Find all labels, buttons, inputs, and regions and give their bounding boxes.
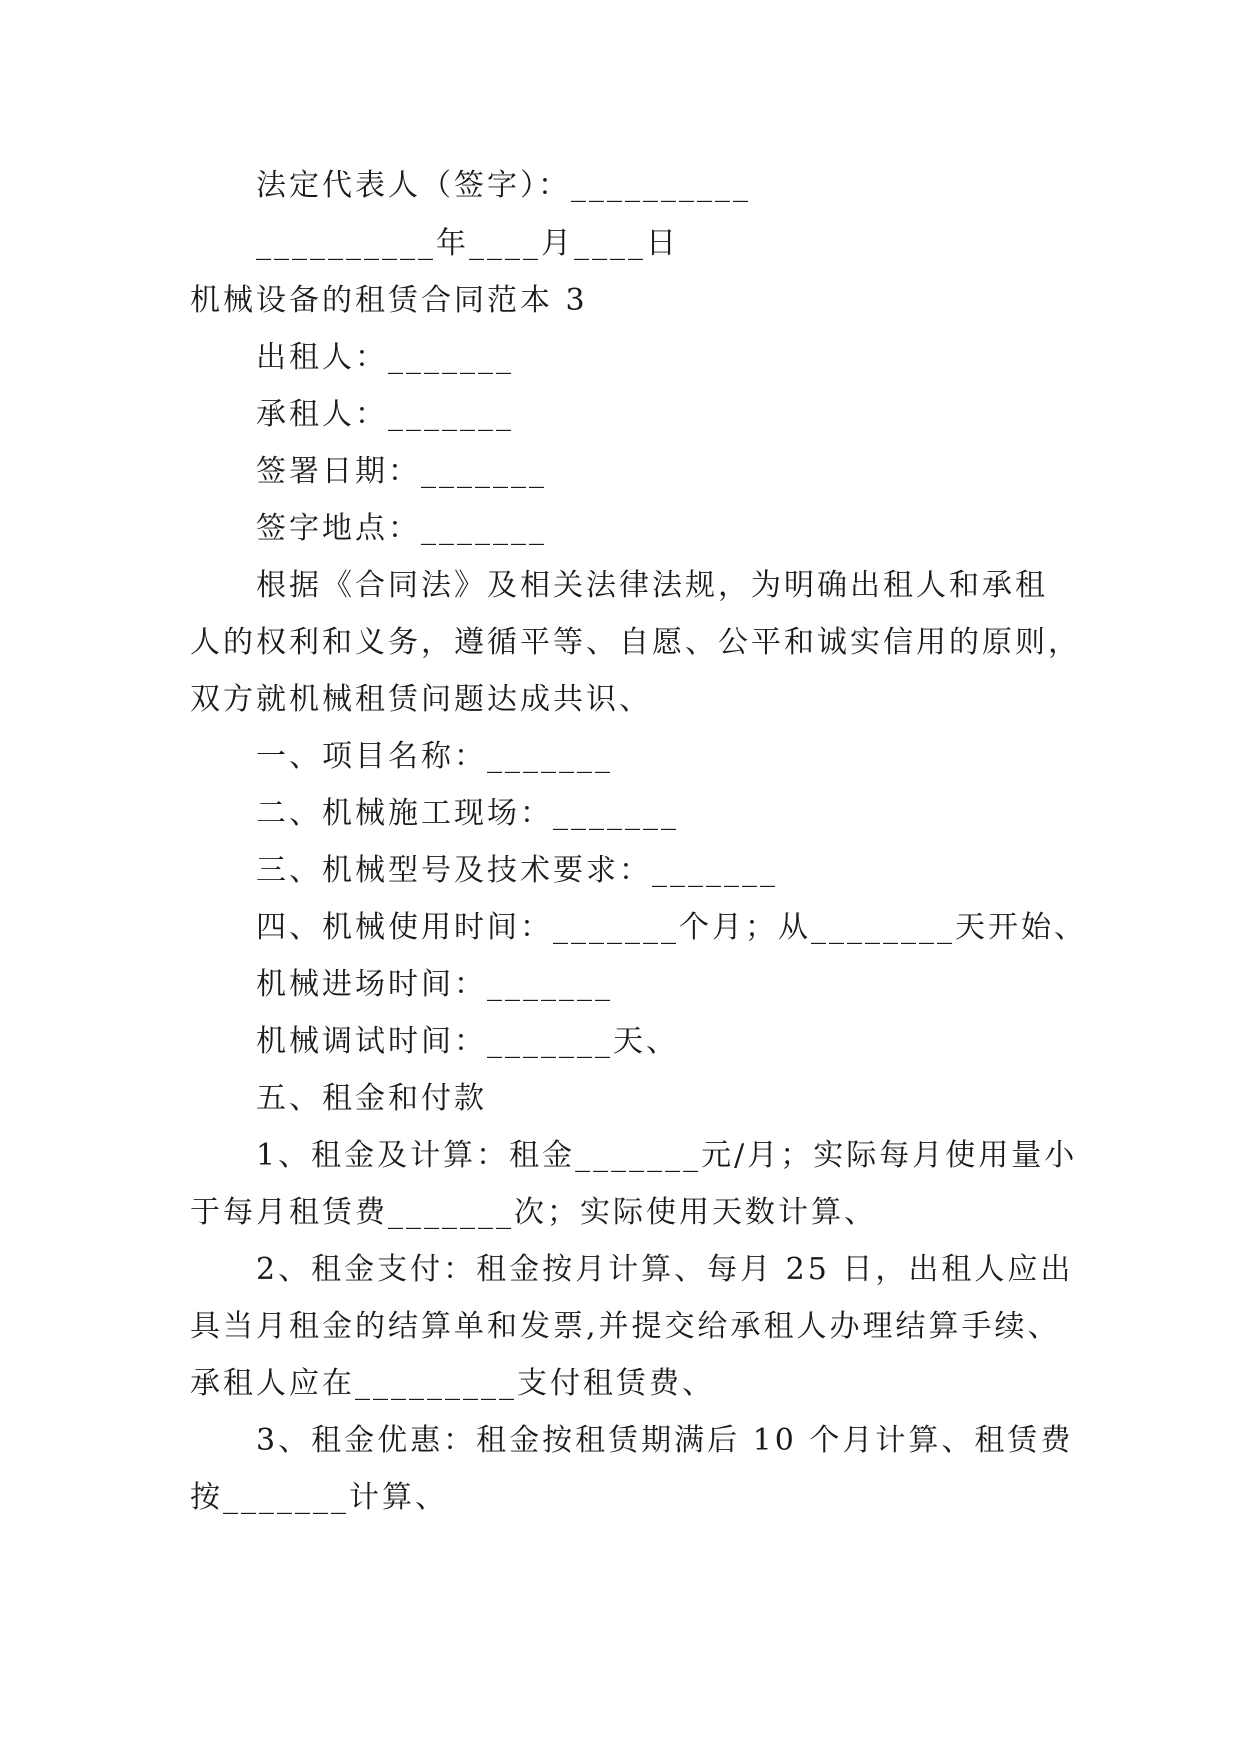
rent-calculation-line-2: 于每月租赁费_______次；实际使用天数计算、	[190, 1195, 877, 1230]
rent-payment-line-3: 承租人应在_________支付租赁费、	[190, 1366, 715, 1401]
signature-date-line: __________年____月____日	[256, 226, 679, 261]
rent-calculation-line-1: 1、租金及计算：租金_______元/月；实际每月使用量小	[256, 1138, 1078, 1173]
clause-model-requirements: 三、机械型号及技术要求：_______	[256, 853, 778, 888]
clause-project-name: 一、项目名称：_______	[256, 739, 613, 774]
rent-payment-line-1: 2、租金支付：租金按月计算、每月 25 日，出租人应出	[256, 1252, 1074, 1287]
contract-title: 机械设备的租赁合同范本 3	[190, 283, 588, 318]
section-rent-payment-heading: 五、租金和付款	[256, 1081, 487, 1116]
rent-discount-line-1: 3、租金优惠：租金按租赁期满后 10 个月计算、租赁费	[256, 1423, 1074, 1458]
clause-entry-time: 机械进场时间：_______	[256, 967, 613, 1002]
signing-place-field: 签字地点：_______	[256, 511, 547, 546]
signing-date-field: 签署日期：_______	[256, 454, 547, 489]
rent-payment-line-2: 具当月租金的结算单和发票,并提交给承租人办理结算手续、	[190, 1309, 1061, 1344]
legal-representative-signature-line: 法定代表人（签字）：__________	[256, 168, 751, 203]
preamble-line-1: 根据《合同法》及相关法律法规，为明确出租人和承租	[256, 568, 1048, 603]
preamble-line-2: 人的权利和义务，遵循平等、自愿、公平和诚实信用的原则，	[190, 625, 1081, 660]
rent-discount-line-2: 按_______计算、	[190, 1480, 448, 1515]
clause-usage-period: 四、机械使用时间：_______个月；从________天开始、	[256, 910, 1087, 945]
lessor-field: 出租人：_______	[256, 340, 514, 375]
clause-debug-time: 机械调试时间：_______天、	[256, 1024, 679, 1059]
preamble-line-3: 双方就机械租赁问题达成共识、	[190, 682, 652, 717]
lessee-field: 承租人：_______	[256, 397, 514, 432]
clause-construction-site: 二、机械施工现场：_______	[256, 796, 679, 831]
